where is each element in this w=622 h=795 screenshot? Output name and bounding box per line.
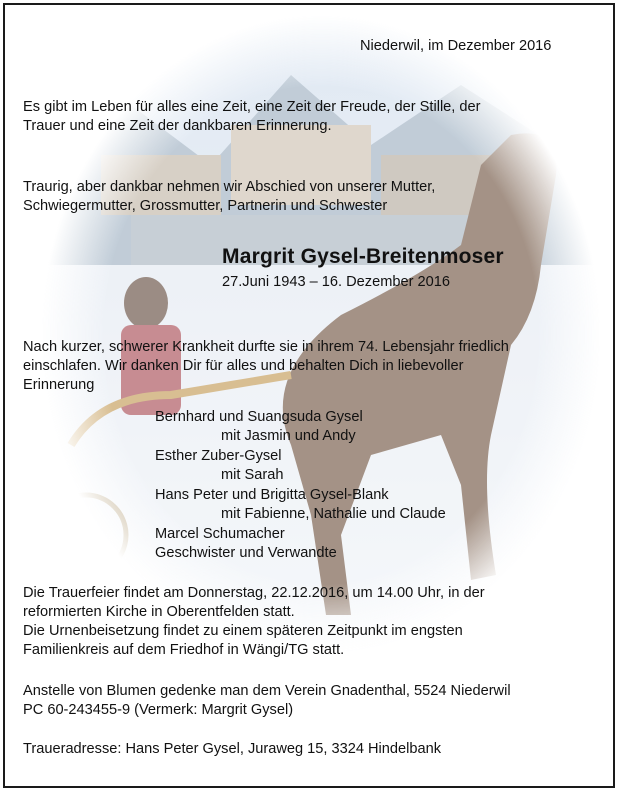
mourner-entry: Geschwister und Verwandte (155, 545, 337, 561)
ceremony-line-4: Familienkreis auf dem Friedhof in Wängi/TG statt. (23, 642, 345, 658)
ceremony-line-3: Die Urnenbeisetzung findet zu einem späteren Zeitpunkt im engsten (23, 623, 463, 639)
ceremony-line-1: Die Trauerfeier findet am Donnerstag, 22.12.2016, um 14.00 Uhr, in der (23, 585, 485, 601)
ceremony-line-2: reformierten Kirche in Oberentfelden statt. (23, 604, 295, 620)
deceased-name: Margrit Gysel-Breitenmoser (222, 245, 504, 268)
intro-line-2: Schwiegermutter, Grossmutter, Partnerin und Schwester (23, 198, 388, 214)
intro-line-1: Traurig, aber dankbar nehmen wir Abschied von unserer Mutter, (23, 179, 436, 195)
life-dates: 27.Juni 1943 – 16. Dezember 2016 (222, 274, 450, 290)
mourner-entry: mit Fabienne, Nathalie und Claude (221, 506, 446, 522)
obituary-notice (3, 3, 615, 788)
place-date: Niederwil, im Dezember 2016 (360, 38, 552, 54)
mourner-entry: Bernhard und Suangsuda Gysel (155, 409, 363, 425)
mourner-entry: mit Sarah (221, 467, 284, 483)
donation-line-2: PC 60-243455-9 (Vermerk: Margrit Gysel) (23, 702, 294, 718)
mourner-entry: Hans Peter und Brigitta Gysel-Blank (155, 487, 389, 503)
mourner-entry: Esther Zuber-Gysel (155, 448, 282, 464)
message-line-3: Erinnerung (23, 377, 95, 393)
mourning-address: Traueradresse: Hans Peter Gysel, Juraweg 15, 3324 Hindelbank (23, 741, 442, 757)
message-line-2: einschlafen. Wir danken Dir für alles und behalten Dich in liebevoller (23, 358, 464, 374)
motto-line-1: Es gibt im Leben für alles eine Zeit, eine Zeit der Freude, der Stille, der (23, 99, 481, 115)
message-line-1: Nach kurzer, schwerer Krankheit durfte sie in ihrem 74. Lebensjahr friedlich (23, 339, 509, 355)
mourner-entry: mit Jasmin und Andy (221, 428, 356, 444)
donation-line-1: Anstelle von Blumen gedenke man dem Verein Gnadenthal, 5524 Niederwil (23, 683, 511, 699)
mourner-entry: Marcel Schumacher (155, 526, 285, 542)
motto-line-2: Trauer und eine Zeit der dankbaren Erinnerung. (23, 118, 332, 134)
